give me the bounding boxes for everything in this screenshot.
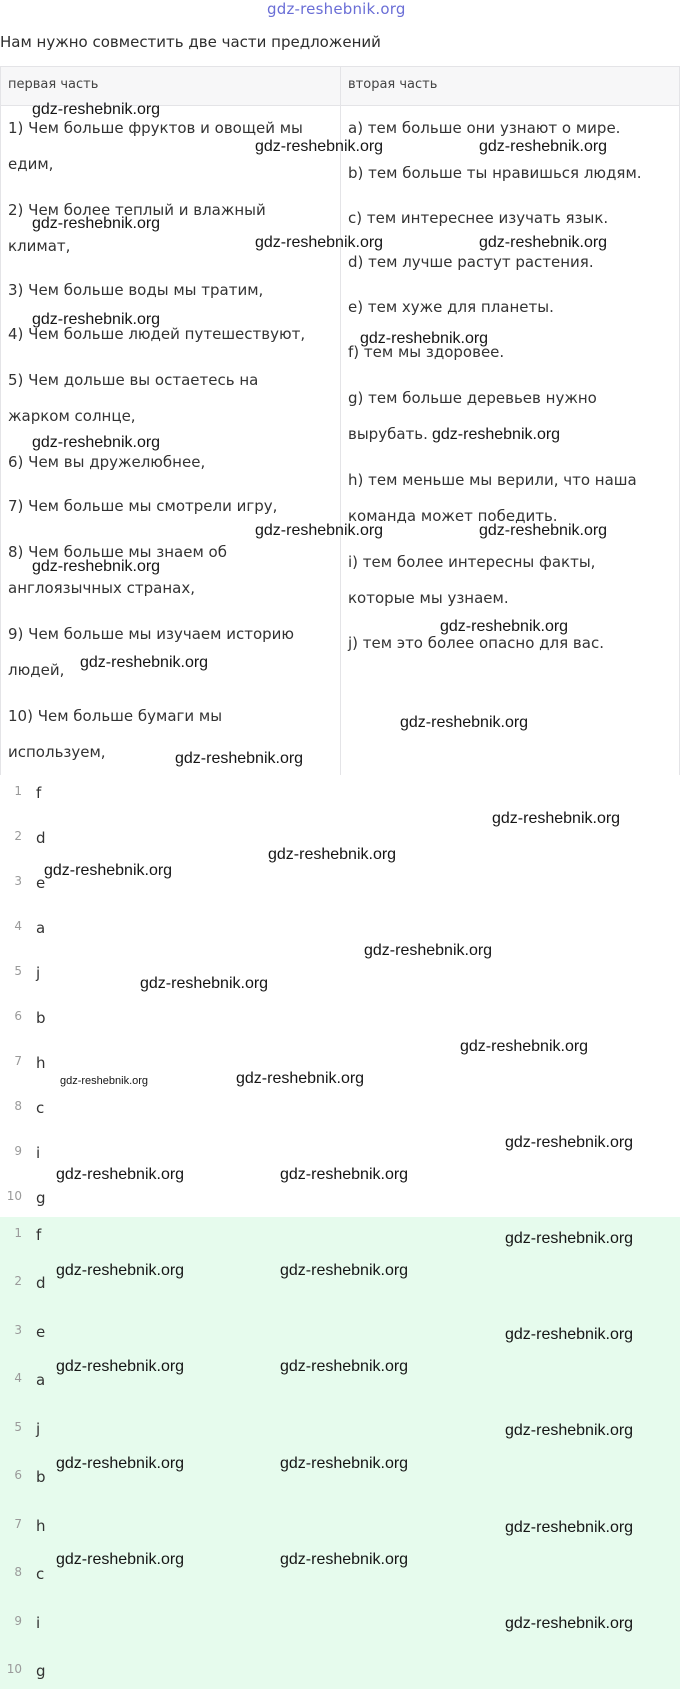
second-part-line: i) тем более интересны факты, bbox=[348, 553, 596, 571]
watermark: gdz-reshebnik.org bbox=[32, 434, 161, 451]
watermark: gdz-reshebnik.org bbox=[505, 1230, 634, 1247]
table-column-divider bbox=[340, 66, 341, 775]
answer-number: 3 bbox=[14, 1323, 22, 1337]
watermark: gdz-reshebnik.org bbox=[255, 234, 384, 251]
answer-number: 9 bbox=[14, 1144, 22, 1158]
watermark: gdz-reshebnik.org bbox=[32, 215, 161, 232]
second-part-line: e) тем хуже для планеты. bbox=[348, 298, 554, 316]
second-part-line: c) тем интереснее изучать язык. bbox=[348, 209, 609, 227]
intro-text: Нам нужно совместить две части предложений bbox=[0, 33, 381, 51]
watermark: gdz-reshebnik.org bbox=[56, 1455, 185, 1472]
answer-letter: d bbox=[36, 829, 46, 847]
answer-number: 10 bbox=[6, 1662, 22, 1676]
answer-letter: g bbox=[36, 1662, 46, 1680]
second-part-line: j) тем это более опасно для вас. bbox=[348, 634, 604, 652]
watermark: gdz-reshebnik.org bbox=[400, 714, 529, 731]
watermark: gdz-reshebnik.org bbox=[505, 1422, 634, 1439]
first-part-line: 10) Чем больше бумаги мы bbox=[8, 707, 223, 725]
watermark: gdz-reshebnik.org bbox=[505, 1326, 634, 1343]
watermark: gdz-reshebnik.org bbox=[460, 1038, 589, 1055]
watermark: gdz-reshebnik.org bbox=[479, 234, 608, 251]
second-part-line: вырубать. bbox=[348, 425, 428, 443]
watermark: gdz-reshebnik.org bbox=[364, 942, 493, 959]
answer-letter: i bbox=[36, 1144, 41, 1162]
answer-number: 7 bbox=[14, 1054, 22, 1068]
answer-letter: f bbox=[36, 1226, 42, 1244]
answer-letter: g bbox=[36, 1189, 46, 1207]
first-part-line: 8) Чем больше мы знаем об bbox=[8, 543, 227, 561]
first-part-line: 5) Чем дольше вы остаетесь на bbox=[8, 371, 259, 389]
watermark: gdz-reshebnik.org bbox=[175, 750, 304, 767]
answer-number: 5 bbox=[14, 964, 22, 978]
first-part-line: 4) Чем больше людей путешествуют, bbox=[8, 325, 306, 343]
second-part-line: команда может победить. bbox=[348, 507, 558, 525]
watermark: gdz-reshebnik.org bbox=[479, 138, 608, 155]
first-part-line: климат, bbox=[8, 237, 71, 255]
first-part-line: 1) Чем больше фруктов и овощей мы bbox=[8, 119, 303, 137]
watermark: gdz-reshebnik.org bbox=[479, 522, 608, 539]
watermark: gdz-reshebnik.org bbox=[56, 1166, 185, 1183]
first-part-line: 2) Чем более теплый и влажный bbox=[8, 201, 266, 219]
second-part-line: d) тем лучше растут растения. bbox=[348, 253, 594, 271]
answer-number: 9 bbox=[14, 1614, 22, 1628]
watermark: gdz-reshebnik.org bbox=[280, 1455, 409, 1472]
first-part-line: людей, bbox=[8, 661, 65, 679]
watermark: gdz-reshebnik.org bbox=[60, 1075, 149, 1087]
watermark: gdz-reshebnik.org bbox=[32, 101, 161, 118]
table-border-left bbox=[0, 66, 1, 775]
answer-number: 8 bbox=[14, 1099, 22, 1113]
answer-letter: j bbox=[36, 1420, 41, 1438]
first-part-line: 3) Чем больше воды мы тратим, bbox=[8, 281, 264, 299]
answer-number: 2 bbox=[14, 1274, 22, 1288]
watermark: gdz-reshebnik.org bbox=[505, 1134, 634, 1151]
answer-letter: f bbox=[36, 784, 42, 802]
first-part-line: англоязычных странах, bbox=[8, 579, 195, 597]
answer-letter: h bbox=[36, 1517, 46, 1535]
watermark: gdz-reshebnik.org bbox=[32, 311, 161, 328]
first-part-line: используем, bbox=[8, 743, 106, 761]
answer-letter: e bbox=[36, 874, 46, 892]
watermark: gdz-reshebnik.org bbox=[56, 1262, 185, 1279]
answer-letter: c bbox=[36, 1099, 45, 1117]
first-part-line: 6) Чем вы дружелюбнее, bbox=[8, 453, 206, 471]
first-part-line: 7) Чем больше мы смотрели игру, bbox=[8, 497, 278, 515]
watermark: gdz-reshebnik.org bbox=[140, 975, 269, 992]
header-second-part: вторая часть bbox=[348, 77, 438, 92]
answer-number: 2 bbox=[14, 829, 22, 843]
answer-number: 8 bbox=[14, 1565, 22, 1579]
answer-letter: a bbox=[36, 919, 46, 937]
watermark: gdz-reshebnik.org bbox=[280, 1262, 409, 1279]
answer-letter: b bbox=[36, 1468, 46, 1486]
watermark: gdz-reshebnik.org bbox=[268, 846, 397, 863]
answer-number: 4 bbox=[14, 919, 22, 933]
answer-number: 1 bbox=[14, 784, 22, 798]
watermark: gdz-reshebnik.org bbox=[56, 1358, 185, 1375]
watermark: gdz-reshebnik.org bbox=[255, 138, 384, 155]
answer-letter: b bbox=[36, 1009, 46, 1027]
answer-letter: a bbox=[36, 1371, 46, 1389]
answer-number: 10 bbox=[6, 1189, 22, 1203]
header-first-part: первая часть bbox=[8, 77, 99, 92]
watermark: gdz-reshebnik.org bbox=[236, 1070, 365, 1087]
answer-letter: h bbox=[36, 1054, 46, 1072]
answer-number: 1 bbox=[14, 1226, 22, 1240]
second-part-line: b) тем больше ты нравишься людям. bbox=[348, 164, 642, 182]
answer-letter: c bbox=[36, 1565, 45, 1583]
watermark: gdz-reshebnik.org bbox=[32, 558, 161, 575]
answer-letter: j bbox=[36, 964, 41, 982]
watermark: gdz-reshebnik.org bbox=[56, 1551, 185, 1568]
answer-number: 3 bbox=[14, 874, 22, 888]
watermark: gdz-reshebnik.org bbox=[432, 426, 561, 443]
site-logo[interactable]: gdz-reshebnik.org bbox=[267, 0, 406, 18]
answer-letter: i bbox=[36, 1614, 41, 1632]
watermark: gdz-reshebnik.org bbox=[280, 1166, 409, 1183]
watermark: gdz-reshebnik.org bbox=[360, 330, 489, 347]
watermark: gdz-reshebnik.org bbox=[505, 1615, 634, 1632]
watermark: gdz-reshebnik.org bbox=[44, 862, 173, 879]
answer-letter: e bbox=[36, 1323, 46, 1341]
watermark: gdz-reshebnik.org bbox=[280, 1358, 409, 1375]
first-part-line: едим, bbox=[8, 155, 54, 173]
answer-number: 6 bbox=[14, 1009, 22, 1023]
answer-number: 5 bbox=[14, 1420, 22, 1434]
answer-number: 4 bbox=[14, 1371, 22, 1385]
watermark: gdz-reshebnik.org bbox=[440, 618, 569, 635]
watermark: gdz-reshebnik.org bbox=[80, 654, 209, 671]
watermark: gdz-reshebnik.org bbox=[492, 810, 621, 827]
second-part-line: a) тем больше они узнают о мире. bbox=[348, 119, 621, 137]
answer-letter: d bbox=[36, 1274, 46, 1292]
watermark: gdz-reshebnik.org bbox=[280, 1551, 409, 1568]
watermark: gdz-reshebnik.org bbox=[505, 1519, 634, 1536]
answer-number: 6 bbox=[14, 1468, 22, 1482]
first-part-line: 9) Чем больше мы изучаем историю bbox=[8, 625, 295, 643]
watermark: gdz-reshebnik.org bbox=[255, 522, 384, 539]
second-part-line: g) тем больше деревьев нужно bbox=[348, 389, 597, 407]
second-part-line: которые мы узнаем. bbox=[348, 589, 509, 607]
second-part-line: h) тем меньше мы верили, что наша bbox=[348, 471, 637, 489]
second-part-line: f) тем мы здоровее. bbox=[348, 343, 505, 361]
answer-number: 7 bbox=[14, 1517, 22, 1531]
first-part-line: жарком солнце, bbox=[8, 407, 136, 425]
